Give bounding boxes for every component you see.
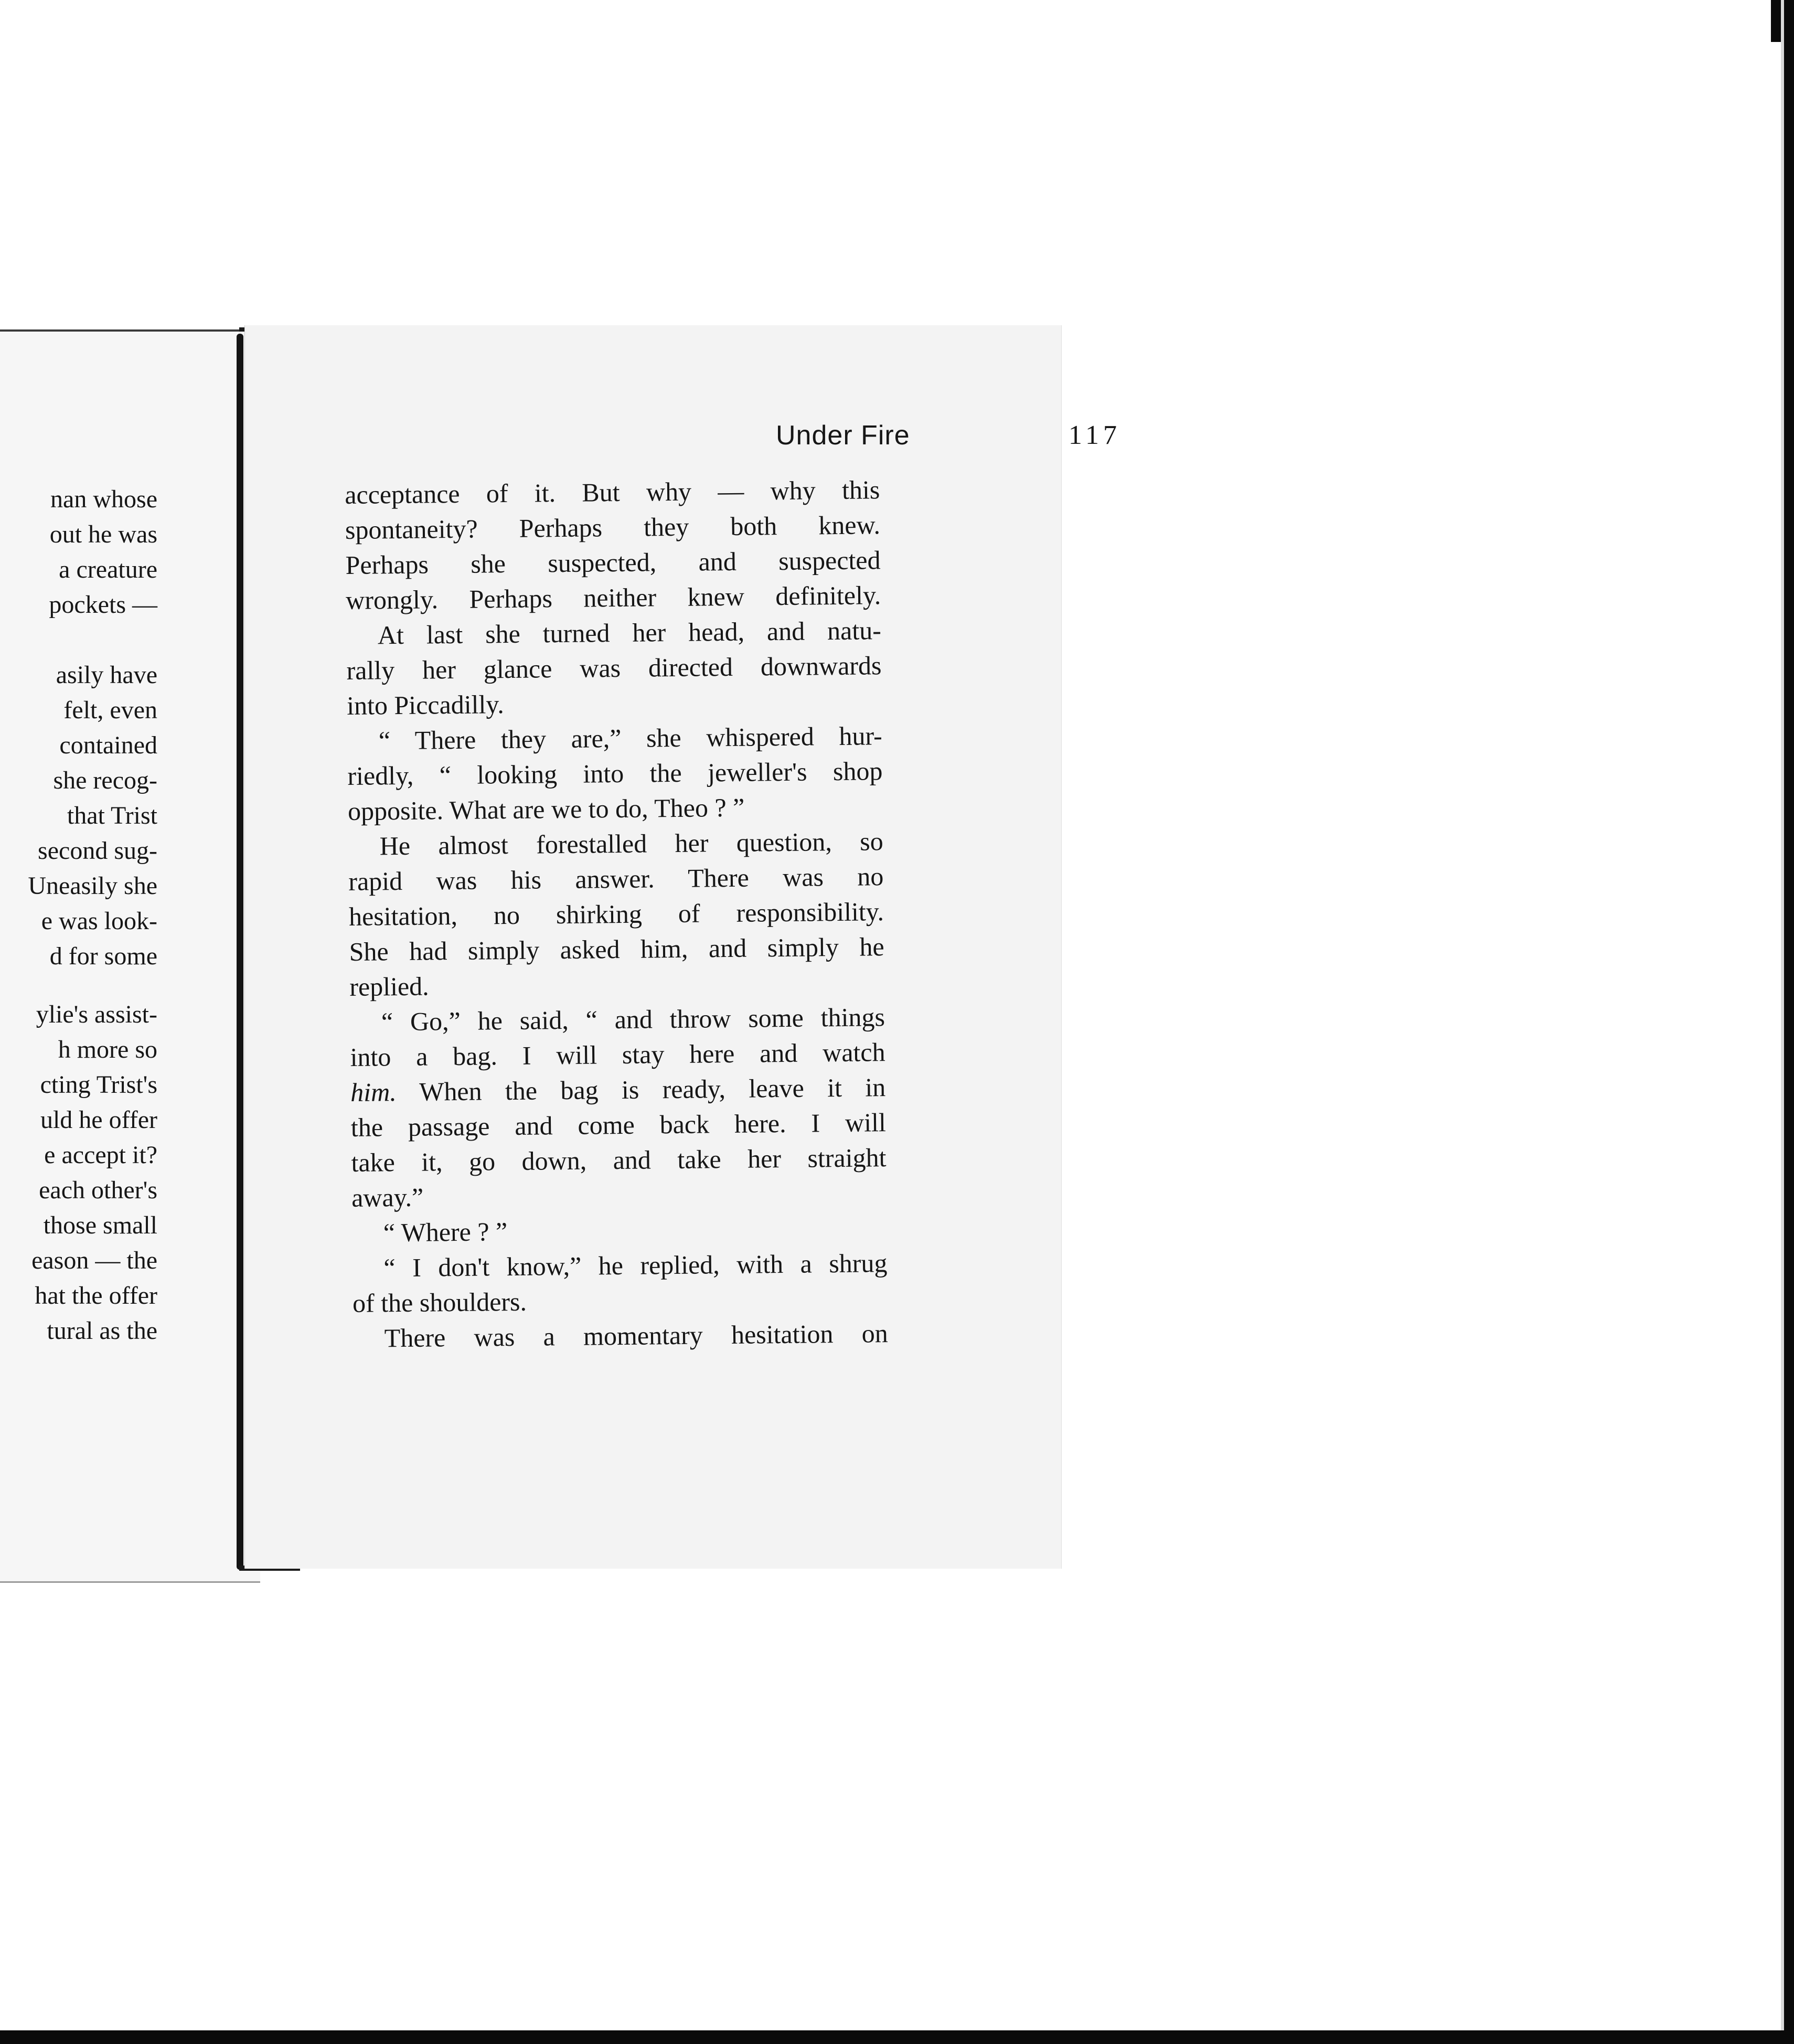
left-page bbox=[0, 329, 260, 1583]
text-line: the passage and come back here. I will bbox=[350, 1108, 887, 1142]
left-line: those small bbox=[43, 1211, 157, 1239]
left-line: asily have bbox=[56, 661, 157, 689]
italic-word: him. bbox=[350, 1077, 397, 1107]
text-line: acceptance of it. But why — why this bbox=[345, 475, 880, 509]
left-line: uld he offer bbox=[40, 1106, 157, 1134]
left-line: contained bbox=[59, 731, 157, 759]
text-line: He almost forestalled her question, so bbox=[379, 826, 883, 861]
paragraph bbox=[348, 824, 884, 1005]
paragraph bbox=[347, 718, 883, 829]
left-line: pockets — bbox=[49, 591, 157, 619]
left-line: d for some bbox=[49, 942, 157, 970]
text-line: Perhaps she suspected, and suspected bbox=[345, 545, 881, 580]
book-spine bbox=[237, 334, 243, 1570]
paragraph bbox=[346, 613, 882, 723]
text-line: replied. bbox=[349, 971, 429, 1002]
text-line bbox=[350, 1070, 886, 1110]
paragraph bbox=[350, 999, 887, 1216]
left-line: ylie's assist- bbox=[36, 1000, 157, 1028]
text-line: away.” bbox=[351, 1182, 424, 1212]
scan-border-bottom bbox=[0, 2030, 1794, 2044]
text-line: rally her glance was directed downwards bbox=[346, 651, 882, 685]
body-text bbox=[345, 472, 888, 1356]
text-line: opposite. What are we to do, Theo ? ” bbox=[347, 792, 745, 826]
left-line bbox=[0, 622, 157, 657]
text-line: into Piccadilly. bbox=[346, 689, 504, 720]
text-line: spontaneity? Perhaps they both knew. bbox=[345, 510, 881, 545]
left-line: a creature bbox=[59, 556, 157, 583]
text-line: “ Where ? ” bbox=[383, 1217, 508, 1248]
text-line: “ There they are,” she whispered hur- bbox=[378, 721, 883, 755]
text-line: She had simply asked him, and simply he bbox=[349, 932, 884, 966]
left-line: tural as the bbox=[47, 1317, 157, 1345]
left-line: nan whose bbox=[50, 485, 157, 513]
text-line: “ Go,” he said, “ and throw some things bbox=[381, 1002, 885, 1037]
left-line: h more so bbox=[58, 1036, 157, 1063]
running-head bbox=[531, 420, 1121, 459]
text-line: riedly, “ looking into the jeweller's shop bbox=[347, 756, 883, 791]
card-edge-shadow bbox=[1781, 0, 1784, 2030]
text-line: At last she turned her head, and natu- bbox=[377, 615, 882, 650]
scan-border-right bbox=[1784, 0, 1794, 2044]
paragraph bbox=[345, 472, 881, 618]
paragraph bbox=[352, 1245, 888, 1321]
left-line: e was look- bbox=[41, 907, 157, 935]
left-line: that Trist bbox=[67, 802, 157, 829]
text-line: “ I don't know,” he replied, with a shrug bbox=[383, 1248, 888, 1283]
left-line: e accept it? bbox=[44, 1141, 157, 1169]
left-line: she recog- bbox=[53, 766, 157, 794]
left-line: eason — the bbox=[31, 1247, 157, 1274]
left-paragraph-gap bbox=[0, 974, 157, 997]
left-line: Uneasily she bbox=[28, 872, 157, 900]
text-line: hesitation, no shirking of responsibility. bbox=[348, 897, 884, 931]
text-line: rapid was his answer. There was no bbox=[348, 861, 884, 896]
page-number: 117 bbox=[1068, 420, 1121, 450]
left-line: each other's bbox=[39, 1176, 157, 1204]
text-fragment: When the bag is ready, leave it in bbox=[396, 1072, 886, 1107]
text-line: There was a momentary hesitation on bbox=[384, 1318, 888, 1353]
text-line: wrongly. Perhaps neither knew definitely. bbox=[345, 580, 881, 615]
text-line: into a bag. I will stay here and watch bbox=[350, 1037, 885, 1072]
text-line: of the shoulders. bbox=[352, 1286, 527, 1318]
left-line: second sug- bbox=[38, 837, 157, 865]
paragraph bbox=[352, 1210, 888, 1251]
left-line: hat the offer bbox=[35, 1282, 157, 1310]
paragraph bbox=[353, 1316, 888, 1356]
book-page bbox=[244, 325, 1121, 1569]
left-line: cting Trist's bbox=[40, 1071, 157, 1099]
text-line: take it, go down, and take her straight bbox=[351, 1143, 887, 1177]
left-line: felt, even bbox=[63, 696, 157, 724]
running-title: Under Fire bbox=[776, 420, 910, 451]
left-page-text bbox=[0, 482, 157, 1348]
left-line: out he was bbox=[49, 520, 157, 548]
